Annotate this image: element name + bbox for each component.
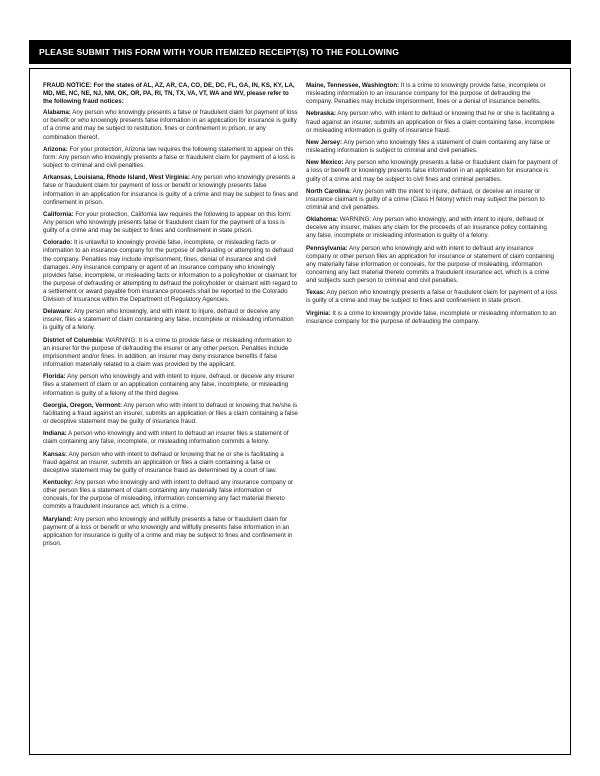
state-heading: Colorado:: [43, 239, 73, 247]
notice-text: It is unlawful to knowingly provide false, incomplete, or misleading facts or information to an insurance company for the purpose of defrauding or attempting to defraud the company. Penalties may include imprisonment, fines, denial of insurance and civil damages. Any insurance company or agent of an insurance company who knowingly provides false, incomplete, or misleading facts or information to a policyholder or claimant for the purpose of defrauding or attempting to defraud the policyholder or claimant with regard to a settlement or award payable from insurance proceeds shall be reported to the Colorado Division of Insurance within the Department of Regulatory Agencies.: [43, 239, 298, 303]
notice-text: A person who knowingly and with intent to defraud an insurer files a statement of claim containing any false, incomplete, or misleading information commits a felony.: [43, 430, 289, 446]
notice-text: Any person who knowingly presents a false or fraudulent claim for payment of loss or benefit or knowingly presents false information in an application for insurance is guilty of a crime and may be subject to fines and confinement in prison.: [43, 174, 298, 206]
fraud-notice-entry: [43, 479, 298, 511]
notice-text: WARNING: Any person who knowingly, and with intent to injure, defraud or deceive any insurer, makes any claim for the proceeds of an insurance policy containing any false, incomplete or misleading information is guilty of a felony.: [306, 216, 547, 240]
notice-text: Any person who knowingly and with intent to defraud any insurance company or other person files an application for insurance or statement of claim containing any materially false information or conceals, for the purpose of misleading, information concerning any fact material thereto commits a fraudulent insurance act, which is a crime and subjects such person to criminal and civil penalties.: [306, 244, 554, 285]
fraud-notice-entry: [43, 211, 298, 235]
state-heading: Arizona:: [43, 145, 68, 153]
state-heading: Kentucky:: [43, 479, 73, 487]
fraud-notice-entry: [306, 110, 558, 134]
right-column: [306, 82, 558, 330]
notice-text: Any person who knowingly files a statement of claim containing any false or misleading information is subject to criminal and civil penalties.: [306, 138, 551, 155]
state-heading: New Jersey:: [306, 138, 343, 146]
fraud-notice-entry: [306, 289, 558, 305]
fraud-notice-entry: [43, 239, 298, 304]
fraud-notice-entry: [43, 174, 298, 206]
state-heading: Alabama:: [43, 109, 71, 117]
notice-text: Any person who knowingly, and with intent to injure, defraud or deceive any insurer, files a statement of claim containing any false, incomplete or misleading information is guilty of a felony.: [43, 308, 294, 332]
fraud-notice-entry: [43, 308, 298, 332]
notice-text: Any person who knowingly and with intent to injure, defraud, or deceive any insurer files a statement of claim or an application containing any false, incomplete, or misleading information is guilty of a felony of the third degree.: [43, 373, 295, 397]
state-heading: Arkansas, Louisiana, Rhode Island, West Virginia:: [43, 174, 190, 182]
notice-text: WARNING: It is a crime to provide false or misleading information to an insurer for the purpose of defrauding the insurer or any other person. Penalties include imprisonment and/or fines. In addition, an insurer may deny insurance benefits if false information materially related to a claim was provided by the applicant.: [43, 336, 292, 369]
left-column: [43, 82, 298, 552]
fraud-notice-entry: [43, 516, 298, 548]
state-heading: Oklahoma:: [306, 216, 338, 224]
fraud-notice-entry: [43, 146, 298, 170]
fraud-notice-entry: [306, 82, 558, 106]
notice-text: Any person who with intent to defraud or knowing that he or she is facilitating a fraud against an insurer, submits an application or files a claim containing a false or deceptive statement may be guilty of insurance fraud as determined by a court of law.: [43, 450, 284, 474]
left-notice-list: [43, 109, 298, 548]
fraud-notice-entry: [306, 245, 558, 285]
notice-text: Any person who knowingly presents a false or fraudulent claim for payment of a loss or benefit or knowingly presents false information in an application for insurance is guilty of a crime and may be subject to civil fines and criminal penalties.: [306, 159, 558, 183]
state-heading: Nebraska:: [306, 110, 336, 118]
fraud-notice-entry: [43, 451, 298, 475]
state-heading: New Mexico:: [306, 159, 344, 167]
fraud-notice-entry: [306, 310, 558, 326]
state-heading: Indiana:: [43, 430, 67, 438]
state-heading: Texas:: [306, 289, 326, 297]
state-heading: Florida:: [43, 373, 66, 381]
fraud-notice-entry: [43, 402, 298, 426]
state-heading: Maine, Tennessee, Washington:: [306, 82, 400, 89]
fraud-notice-entry: [43, 109, 298, 141]
fraud-notice-entry: [306, 216, 558, 240]
state-heading: Pennsylvania:: [306, 244, 348, 252]
state-heading: Kansas:: [43, 450, 68, 458]
state-heading: North Carolina:: [306, 187, 352, 195]
notice-text: It is a crime to knowingly provide false, incomplete or misleading information to an insurance company for the purpose of defrauding the company. Penalties may include imprisonment, fines or a denial of insurance benefits.: [306, 82, 546, 106]
notice-text: Any person who knowingly and with intent to defraud any insurance company or other person files a statement of claim containing any materially false information or conceals, for the purpose of misleading, information concerning any fact material thereto commits a fraudulent insurance act, which is a crime.: [43, 479, 294, 511]
right-notice-list: [306, 82, 558, 326]
notice-text: For your protection, Arizona law requires the following statement to appear on this form: Any person who knowingly presents a false or fraudulent claim for payment of a loss is subject to criminal and civil penalties.: [43, 145, 296, 170]
notice-text: Any person who knowingly presents a false or fraudulent claim for payment of a loss is guilty of a crime and may be subject to fines and confinement in state prison.: [306, 289, 557, 305]
state-heading: Georgia, Oregon, Vermont:: [43, 401, 123, 409]
state-heading: Maryland:: [43, 515, 73, 523]
notice-text: Any person who knowingly presents a false or fraudulent claim for payment of loss or benefit or who knowingly presents false information in an application for insurance is guilty of a crime and may be subject to restitution, fines or confinement in prison, or any combination thereof.: [43, 109, 298, 141]
fraud-notice-entry: [43, 337, 298, 369]
state-heading: Virginia:: [306, 309, 331, 317]
fraud-notice-entry: [43, 373, 298, 397]
notice-text: Any person with the intent to injure, defraud, or deceive an insurer or insurance claimant is guilty of a crime (Class H felony) which may subject the person to criminal and civil penalties.: [306, 187, 545, 211]
form-banner: PLEASE SUBMIT THIS FORM WITH YOUR ITEMIZED RECEIPT(S) TO THE FOLLOWING: [29, 40, 571, 64]
state-heading: Delaware:: [43, 308, 73, 316]
fraud-notice-entry: [43, 430, 298, 446]
notice-text: Any person who with intent to defraud or knowing that he/she is facilitating a fraud against an insurer, submits an application or files a claim containing a false or deceptive statement may be guilty of insurance fraud.: [43, 401, 298, 425]
notice-text: For your protection, California law requires the following to appear on this form: Any person who knowingly presents false or fraudulent claim for the payment of a loss is guilty of a crime and may be subject to fines and confinement in state prison.: [43, 210, 292, 235]
state-heading: California:: [43, 210, 74, 218]
notice-text: Any person who knowingly and willfully presents a false or fraudulent claim for payment of a loss or benefit or who knowingly and willfully presents false information in an application for insurance is guilty of a crime and may be subject to fines and confinement in prison.: [43, 515, 293, 547]
fraud-notice-entry: [306, 188, 558, 212]
fraud-notice-intro: FRAUD NOTICE: For the states of AL, AZ, AR, CA, CO, DE, DC, FL, GA, IN, KS, KY, LA, MD, ME, NC, NE, NJ, NM, OK, OR, PA, RI, TN, TX, VA, VT, WA and WV, please refer to the following fraud notices:: [43, 82, 295, 106]
fraud-notice-entry: [306, 139, 558, 155]
notice-text: Any person who, with intent to defraud or knowing that he or she is facilitating a fraud against an insurer, submits an application or files a claim containing false, incomplete or misleading information is guilty of insurance fraud.: [306, 110, 555, 134]
notice-text: It is a crime to knowingly provide false, incomplete or misleading information to an insurance company for the purpose of defrauding the company.: [306, 309, 557, 325]
fraud-notice-entry: [306, 159, 558, 183]
state-heading: District of Columbia:: [43, 336, 104, 344]
